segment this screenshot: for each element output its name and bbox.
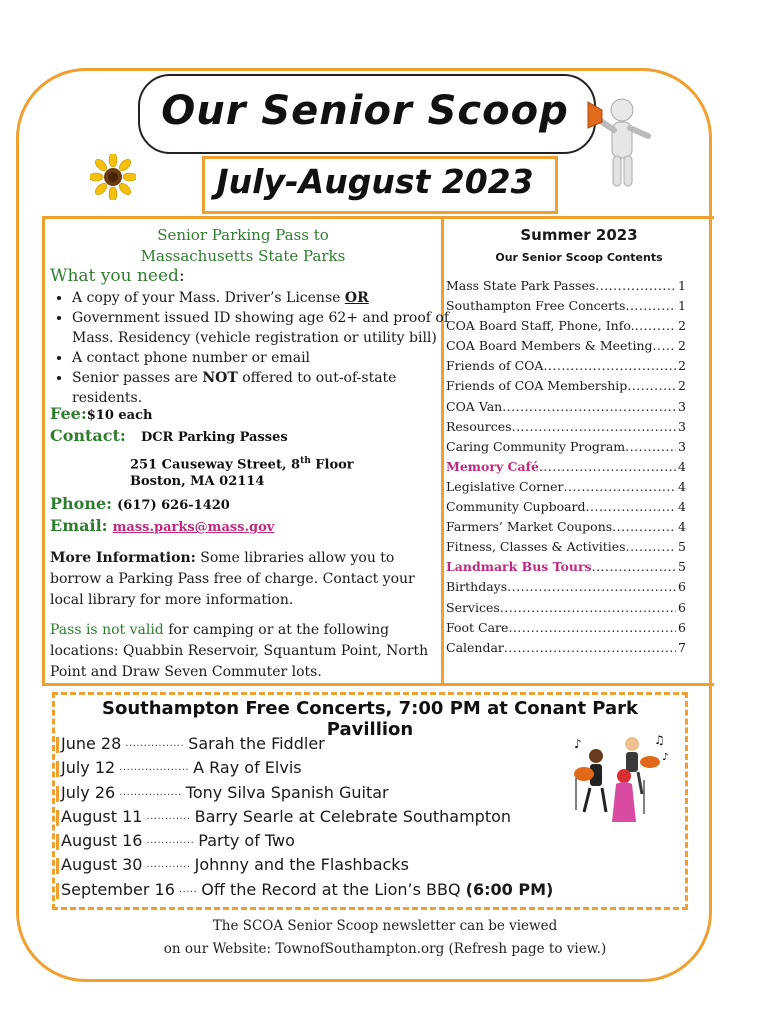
- toc-title: Legislative Corner: [446, 478, 564, 494]
- toc-leader-dots: [612, 517, 676, 537]
- toc-row: [446, 557, 686, 577]
- concert-row: [56, 781, 616, 805]
- toc-page-number: 4: [678, 458, 686, 474]
- toc-page-number: 5: [678, 559, 686, 575]
- toc-page-number: 3: [678, 398, 686, 414]
- toc-page-number: 4: [678, 499, 686, 515]
- svg-text:♫: ♫: [654, 733, 665, 747]
- toc-page-number: 6: [678, 619, 686, 635]
- list-item: • Senior passes are NOT offered to out-of-state residents.: [72, 368, 456, 408]
- concert-date: August 30: [61, 855, 143, 875]
- address-line1: 251 Causeway Street, 8th Floor: [130, 456, 354, 473]
- toc-title: Friends of COA Membership: [446, 378, 628, 394]
- toc-title: Foot Care: [446, 619, 509, 635]
- what-you-need-label: What you need:: [50, 266, 185, 286]
- concert-row: [56, 756, 616, 780]
- toc-page-number: 2: [678, 378, 686, 394]
- concert-date: August 11: [61, 806, 143, 826]
- contents-title: Summer 2023: [520, 226, 638, 244]
- address-line2: Boston, MA 02114: [130, 474, 265, 489]
- contact-line: Contact: DCR Parking Passes: [50, 426, 288, 445]
- toc-page-number: 2: [678, 318, 686, 334]
- toc-row: [446, 638, 686, 658]
- toc-row: [446, 296, 686, 316]
- toc-row: [446, 316, 686, 336]
- toc-title: Landmark Bus Tours: [446, 559, 592, 575]
- leader-dots: .............: [146, 835, 195, 847]
- toc-page-number: 6: [678, 579, 686, 595]
- concert-row: [56, 732, 616, 756]
- pass-not-valid-paragraph: Pass is not valid for camping or at the following locations: Quabbin Reservoir, Squantum Point, North Point and Draw Seven Commuter lots.: [50, 622, 429, 680]
- toc-row: [446, 577, 686, 597]
- concert-date: July 26: [61, 782, 116, 802]
- toc-leader-dots: [625, 437, 676, 457]
- contents-subtitle: Our Senior Scoop Contents: [495, 251, 663, 264]
- parking-heading-line1: Senior Parking Pass to: [157, 226, 329, 244]
- toc-row: [446, 477, 686, 497]
- toc-leader-dots: [586, 497, 677, 517]
- toc-leader-dots: [626, 537, 676, 557]
- toc-leader-dots: [504, 638, 676, 658]
- toc-page-number: 1: [678, 298, 686, 314]
- toc-title: Southampton Free Concerts: [446, 298, 626, 314]
- toc-title: COA Board Members & Meeting: [446, 338, 653, 354]
- toc-row: [446, 457, 686, 477]
- toc-title: Services: [446, 599, 500, 615]
- toc-title: Community Cupboard: [446, 499, 586, 515]
- row-marker: [56, 737, 59, 753]
- email-line: Email: mass.parks@mass.gov: [50, 516, 275, 535]
- toc-page-number: 3: [678, 438, 686, 454]
- phone-line: Phone: (617) 626-1420: [50, 494, 230, 513]
- row-marker: [56, 786, 59, 802]
- requirements-list: [50, 288, 456, 408]
- footer-line2: on our Website: TownofSouthampton.org (Refresh page to view.): [163, 941, 607, 957]
- list-item: • A contact phone number or email: [72, 348, 456, 368]
- concert-row: [56, 853, 616, 877]
- toc-row: [446, 537, 686, 557]
- toc-leader-dots: [512, 417, 676, 437]
- toc-row: [446, 598, 686, 618]
- toc-leader-dots: [635, 316, 676, 336]
- list-item: • A copy of your Mass. Driver’s License OR: [72, 288, 456, 308]
- footer-line1: The SCOA Senior Scoop newsletter can be viewed: [212, 918, 558, 934]
- toc-title: Fitness, Classes & Activities: [446, 539, 626, 555]
- svg-text:♪: ♪: [662, 752, 669, 763]
- toc-page-number: 4: [678, 478, 686, 494]
- toc-leader-dots: [625, 296, 676, 316]
- concert-list: [56, 732, 616, 902]
- concert-date: September 16: [61, 879, 175, 899]
- toc-page-number: 6: [678, 599, 686, 615]
- concert-date: August 16: [61, 831, 143, 851]
- issue-date: July-August 2023: [216, 162, 534, 201]
- toc-title: Mass State Park Passes: [446, 278, 596, 293]
- parking-heading-line2: Massachusetts State Parks: [140, 247, 346, 265]
- row-marker: [56, 883, 59, 899]
- toc-row: [446, 618, 686, 638]
- toc-row: [446, 336, 686, 356]
- toc-leader-dots: [543, 356, 676, 376]
- email-link[interactable]: mass.parks@mass.gov: [112, 520, 275, 535]
- leader-dots: ...................: [119, 762, 190, 774]
- toc-page-number: 2: [678, 358, 686, 374]
- band-musicians-icon: [570, 730, 680, 830]
- concert-row: [56, 878, 616, 902]
- leader-dots: .....: [178, 883, 198, 895]
- toc-leader-dots: [564, 477, 677, 497]
- concert-performer: Tony Silva Spanish Guitar: [185, 782, 389, 802]
- toc-leader-dots: [627, 376, 676, 396]
- concert-date: July 12: [61, 758, 116, 778]
- toc-leader-dots: [508, 618, 676, 638]
- newsletter-title: Our Senior Scoop: [161, 88, 569, 134]
- concert-row: [56, 805, 616, 829]
- toc-row: [446, 276, 686, 296]
- toc-title: Memory Café: [446, 458, 539, 474]
- toc-leader-dots: [507, 577, 676, 597]
- toc-title: Caring Community Program: [446, 438, 626, 454]
- leader-dots: .................: [119, 786, 182, 798]
- sunflower-icon: [90, 154, 136, 200]
- toc-title: COA Board Staff, Phone, Info.: [446, 318, 635, 334]
- concert-performer: Sarah the Fiddler: [188, 734, 325, 753]
- toc-leader-dots: [653, 336, 677, 356]
- toc-row: [446, 356, 686, 376]
- concert-date: June 28: [61, 734, 122, 753]
- toc-title: COA Van: [446, 398, 503, 414]
- toc-page-number: 4: [678, 519, 686, 535]
- concerts-title: Southampton Free Concerts, 7:00 PM at Conant Park Pavillion: [101, 698, 639, 740]
- toc-page-number: 2: [678, 338, 686, 354]
- toc-page-number: 3: [678, 418, 686, 434]
- toc-row: [446, 417, 686, 437]
- concert-performer: Off the Record at the Lion’s BBQ (6:00 PM): [201, 879, 554, 899]
- concert-row: [56, 829, 616, 853]
- concert-time-note: (6:00 PM): [465, 879, 554, 899]
- concert-performer: Barry Searle at Celebrate Southampton: [194, 806, 512, 826]
- toc-row: [446, 376, 686, 396]
- row-marker: [56, 810, 59, 826]
- row-marker: [56, 858, 59, 874]
- toc-page-number: 1: [678, 278, 686, 293]
- row-marker: [56, 834, 59, 850]
- row-marker: [56, 761, 59, 777]
- toc-title: Calendar: [446, 639, 504, 655]
- toc-title: Friends of COA: [446, 358, 544, 374]
- toc-row: [446, 497, 686, 517]
- more-information-paragraph: More Information: Some libraries allow you to borrow a Parking Pass free of charge. Contact your local library for more information.: [50, 550, 415, 608]
- toc-page-number: 7: [678, 639, 686, 655]
- svg-text:♪: ♪: [574, 737, 582, 751]
- megaphone-figure-icon: [586, 92, 658, 196]
- toc-leader-dots: [539, 457, 676, 477]
- toc-row: [446, 437, 686, 457]
- toc-title: Farmers’ Market Coupons: [446, 519, 613, 535]
- toc-row: [446, 517, 686, 537]
- toc-title: Resources: [446, 418, 512, 434]
- concert-performer: A Ray of Elvis: [193, 758, 302, 778]
- leader-dots: ............: [146, 810, 191, 822]
- toc-title: Birthdays: [446, 579, 508, 595]
- list-item: • Government issued ID showing age 62+ and proof of Mass. Residency (vehicle registration or utility bill): [72, 308, 456, 348]
- leader-dots: ............: [146, 859, 191, 871]
- fee-line: Fee:$10 each: [50, 404, 153, 423]
- table-of-contents: [446, 276, 686, 658]
- toc-leader-dots: [592, 557, 676, 577]
- leader-dots: ................: [125, 738, 185, 749]
- concert-performer: Party of Two: [198, 831, 295, 851]
- toc-leader-dots: [500, 598, 676, 618]
- toc-leader-dots: [595, 276, 676, 296]
- toc-row: [446, 397, 686, 417]
- toc-page-number: 5: [678, 539, 686, 555]
- toc-leader-dots: [502, 397, 676, 417]
- concert-performer: Johnny and the Flashbacks: [194, 855, 409, 875]
- parking-pass-panel: [42, 216, 444, 686]
